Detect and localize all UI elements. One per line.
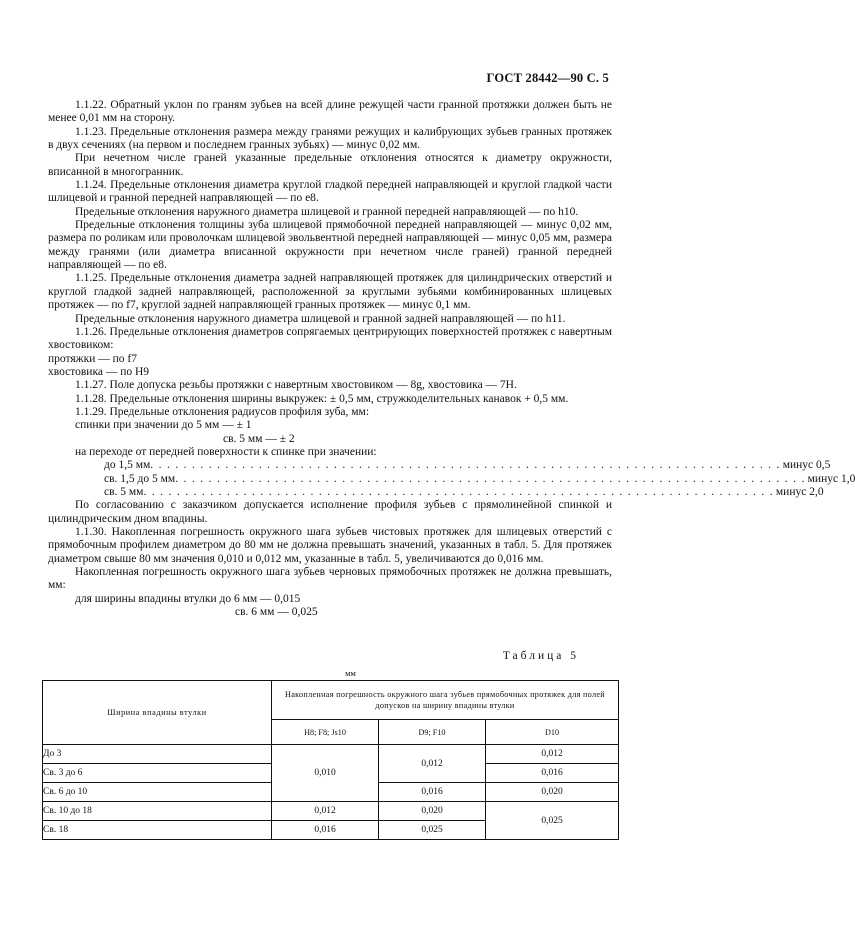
table-cell: Св. 6 до 10 <box>43 783 272 802</box>
table-cell: 0,012 <box>272 802 379 821</box>
dot-leader: . . . . . . . . . . . . . . . . . . . . . . . . . . . . . . . . . . . . . . . . . . . . . . . . . . . . . . . . . . . . . . . . . . . . . . . . . . . . <box>143 485 774 498</box>
list-item: св. 5 мм — ± 2 <box>223 432 295 445</box>
paragraph: 1.1.23. Предельные отклонения размера между гранями режущих и калибрующих зубьев гранных протяжек в двух сечениях (на первом и последнем гранных зубьях) — минус 0,02 мм. <box>48 125 612 152</box>
dot-leader: . . . . . . . . . . . . . . . . . . . . . . . . . . . . . . . . . . . . . . . . . . . . . . . . . . . . . . . . . . . . . . . . . . . . . . . . . . . . <box>175 472 806 485</box>
paragraph: 1.1.22. Обратный уклон по граням зубьев на всей длине режущей части гранной протяжки должен быть не менее 0,01 мм на сторону. <box>48 99 612 125</box>
table-cell: Св. 3 до 6 <box>43 764 272 783</box>
column-header: D9; F10 <box>379 720 486 745</box>
radius-label: до 1,5 мм <box>104 459 151 472</box>
paragraph: Предельные отклонения наружного диаметра шлицевой и гранной передней направляющей — по h10. <box>75 205 579 218</box>
tolerance-table <box>42 680 619 840</box>
paragraph: 1.1.24. Предельные отклонения диаметра круглой гладкой передней направляющей и круглой гладкой части шлицевой и гранной передней направляющей — по е8. <box>48 179 612 205</box>
radius-label: св. 1,5 до 5 мм <box>104 472 176 485</box>
radius-label: св. 5 мм <box>104 485 144 498</box>
table-row <box>43 745 619 764</box>
table-cell: До 3 <box>43 745 272 764</box>
radius-row <box>104 459 831 472</box>
table-row <box>43 802 619 821</box>
paragraph: 1.1.28. Предельные отклонения ширины выкружек: ± 0,5 мм, стружкоделительных канавок + 0,5 мм. <box>75 392 569 405</box>
list-item: для ширины впадины втулки до 6 мм — 0,015 <box>75 592 301 605</box>
table-cell: 0,016 <box>379 783 486 802</box>
table-cell: 0,016 <box>272 821 379 840</box>
table-cell: 0,020 <box>486 783 619 802</box>
paragraph: 1.1.26. Предельные отклонения диаметров сопрягаемых центрирующих поверхностей протяжек с навертным хвостовиком: <box>48 325 612 352</box>
table-cell: 0,016 <box>486 764 619 783</box>
page-header: ГОСТ 28442—90 С. 5 <box>486 71 609 85</box>
table-cell: 0,025 <box>486 802 619 840</box>
list-item: спинки при значении до 5 мм — ± 1 <box>75 419 252 432</box>
paragraph: Предельные отклонения наружного диаметра шлицевой и гранной задней направляющей — по h11. <box>75 312 566 325</box>
paragraph: При нечетном числе граней указанные предельные отклонения относятся к диаметру окружности, вписанной в многогранник. <box>48 152 612 178</box>
list-item: св. 6 мм — 0,025 <box>235 606 318 619</box>
table-cell: 0,012 <box>486 745 619 764</box>
radius-row <box>104 485 824 499</box>
paragraph: Накопленная погрешность окружного шага зубьев черновых прямобочных протяжек не должна превышать, мм: <box>48 566 612 592</box>
radius-value: минус 0,5 <box>782 459 831 472</box>
paragraph: По согласованию с заказчиком допускается исполнение профиля зубьев с прямолинейной спинкой и цилиндрическим дном впадины. <box>48 499 612 525</box>
paragraph: 1.1.25. Предельные отклонения диаметра задней направляющей протяжек для цилиндрических отверстий и круглой гладкой задней направляющей, расположенной за круглыми зубьями комбинированных шлицевых протяжек — по f7, круглой задней направляющей гранных протяжек — минус 0,1 мм. <box>48 272 612 312</box>
column-header: D10 <box>486 720 619 745</box>
dot-leader: . . . . . . . . . . . . . . . . . . . . . . . . . . . . . . . . . . . . . . . . . . . . . . . . . . . . . . . . . . . . . . . . . . . . . . . . . . . . <box>150 459 781 472</box>
list-item: на переходе от передней поверхности к спинке при значении: <box>75 445 377 458</box>
body-text <box>48 99 855 619</box>
table-cell: Св. 10 до 18 <box>43 802 272 821</box>
column-header: Ширина впадины втулки <box>43 681 272 745</box>
paragraph: 1.1.27. Поле допуска резьбы протяжки с навертным хвостовиком — 8g, хвостовика — 7Н. <box>75 379 517 392</box>
group-header: Накопленная погрешность окружного шага зубьев прямобочных протяжек для полей допусков на ширину впадины втулки <box>272 681 619 720</box>
table-cell: 0,012 <box>379 745 486 783</box>
list-item: хвостовика — по Н9 <box>48 365 150 378</box>
paragraph: 1.1.29. Предельные отклонения радиусов профиля зуба, мм: <box>75 405 370 418</box>
paragraph: 1.1.30. Накопленная погрешность окружного шага зубьев чистовых протяжек для шлицевых отверстий с прямобочным профилем диаметром до 80 мм не должна превышать значений, указанных в табл. 5. Для протяжек диаметром свыше 80 мм значения 0,010 и 0,012 мм, указанные в табл. 5, увеличиваются до 0,016 мм. <box>48 526 612 565</box>
paragraph: Предельные отклонения толщины зуба шлицевой прямобочной передней направляющей — минус 0,02 мм, размера по роликам или проволочкам шлицевой эвольвентной передней направляющей — минус 0,05 мм, размера между гранями (или диаметра вписанной окружности при нечетном числе граней) гранной передней направляющей — по е8. <box>48 219 612 272</box>
column-header: H8; F8; Js10 <box>272 720 379 745</box>
table-cell: 0,010 <box>272 745 379 802</box>
radius-value: минус 1,0 <box>807 472 855 485</box>
table-cell: Св. 18 <box>43 821 272 840</box>
table-units: мм <box>345 668 356 678</box>
radius-value: минус 2,0 <box>775 485 824 498</box>
list-item: протяжки — по f7 <box>48 352 137 365</box>
table-caption: Таблица 5 <box>502 650 579 662</box>
table-cell: 0,025 <box>379 821 486 840</box>
radius-row <box>104 472 855 486</box>
table-cell: 0,020 <box>379 802 486 821</box>
